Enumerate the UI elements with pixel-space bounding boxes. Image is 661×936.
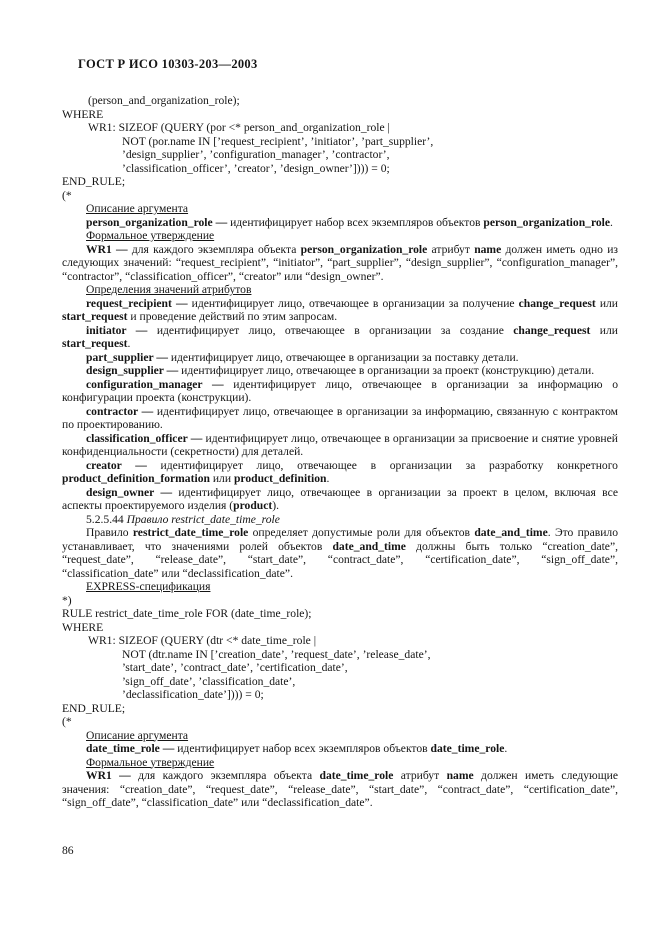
term-bold: contractor — (86, 404, 154, 418)
term-bold: person_organization_role (483, 215, 611, 229)
term-bold: start_request (62, 310, 128, 323)
express-code-line: ’design_supplier’, ’configuration_manager’, ’contractor’, (122, 148, 390, 161)
express-code-line: (* (62, 715, 72, 728)
text-run: или (590, 323, 618, 337)
express-code-line: WR1: SIZEOF (QUERY (por <* person_and_organization_role | (88, 121, 390, 134)
subheading-label: Описание аргумента (86, 728, 189, 742)
text-run: . (504, 742, 508, 755)
text-run: идентифицирует лицо, отвечающее в организации за проект в целом, включая все аспекты проектируемого изделия ( (62, 485, 618, 512)
express-code-line: ’declassification_date’]))) = 0; (122, 688, 264, 701)
text-run: идентифицирует набор всех экземпляров объектов (174, 742, 431, 755)
subheading (62, 202, 618, 216)
term-bold: product (233, 499, 273, 512)
text-run: должен иметь одно из следующих значений: “request_recipient”, “initiator”, “part_supplier”, “design_supplier”, “configuration_manager”, “contractor”, “classification_officer”, “creator” или “design_owner”. (62, 242, 618, 283)
paragraph (62, 297, 618, 324)
subheading-label: Формальное утверждение (86, 755, 215, 769)
paragraph (62, 324, 618, 351)
term-bold: configuration_manager — (86, 377, 224, 391)
express-code-line: WHERE (62, 620, 104, 634)
paragraph (62, 351, 618, 365)
term-bold: start_request (62, 337, 128, 350)
term-bold: date_and_time (474, 526, 548, 539)
text-run: Правило (86, 526, 133, 539)
term-bold: product_definition (233, 472, 327, 485)
express-code-line: END_RULE; (62, 175, 126, 188)
text-run: и проведение действий по этим запросам. (127, 310, 338, 323)
term-bold: WR1 — (86, 242, 128, 256)
term-bold: part_supplier — (86, 350, 168, 364)
express-code-line: WR1: SIZEOF (QUERY (dtr <* date_time_role | (88, 634, 317, 647)
text-run: . (326, 472, 330, 485)
page-number: 86 (62, 844, 74, 857)
express-code-line: RULE restrict_date_time_role FOR (date_time_role); (62, 607, 312, 620)
text-run: или (209, 472, 234, 485)
paragraph (62, 432, 618, 459)
document-header: ГОСТ Р ИСО 10303-203—2003 (78, 57, 258, 71)
paragraph (62, 216, 618, 230)
subheading (62, 729, 618, 743)
express-code-line: NOT (dtr.name IN [’creation_date’, ’request_date’, ’release_date’, (122, 647, 431, 661)
term-bold: change_request (518, 296, 596, 310)
text-run: идентифицирует лицо, отвечающее в организации за информацию, связанную с контрактом по проектированию. (62, 404, 618, 431)
subheading (62, 580, 618, 594)
express-code-line: (* (62, 188, 72, 202)
term-bold: name (446, 769, 474, 782)
express-code-line: END_RULE; (62, 701, 126, 715)
text-run: атрибут (427, 242, 475, 256)
paragraph (62, 364, 618, 378)
express-code-line: ’sign_off_date’, ’classification_date’, (122, 674, 296, 688)
term-bold: design_supplier — (86, 364, 179, 377)
subheading (62, 229, 618, 243)
text-run: . (610, 215, 613, 229)
text-run: определяет допустимые роли для объектов (248, 526, 475, 539)
express-code-line: *) (62, 593, 72, 607)
paragraph (62, 486, 618, 513)
express-code-line: ’classification_officer’, ’creator’, ’design_owner’]))) = 0; (122, 161, 390, 175)
text-run: идентифицирует лицо, отвечающее в организации за информацию о конфигурации проекта (конструкции). (62, 377, 619, 404)
express-code-line: ’start_date’, ’contract_date’, ’certification_date’, (122, 661, 348, 674)
paragraph (62, 742, 618, 756)
term-bold: restrict_date_time_role (132, 526, 249, 539)
paragraph (62, 526, 618, 580)
express-code-line: NOT (por.name IN [’request_recipient’, ’initiator’, ’part_supplier’, (122, 134, 434, 148)
paragraph (62, 405, 618, 432)
text-run: для каждого экземпляра объекта (130, 769, 320, 782)
document-body (62, 94, 618, 810)
paragraph (62, 243, 618, 284)
text-run: идентифицирует лицо, отвечающее в организации за проект (конструкцию) детали. (178, 364, 595, 377)
text-run: идентифицирует лицо, отвечающее в организации за получение (187, 296, 519, 310)
term-bold: initiator — (86, 323, 148, 337)
subheading-label: Описание аргумента (86, 202, 189, 215)
text-run: идентифицирует лицо, отвечающее в организации за присвоение и снятие уровней конфиденциальности (секретности) для деталей. (62, 431, 618, 458)
express-code-line: (person_and_organization_role); (88, 94, 240, 107)
text-run: должен иметь следующие значения: “creation_date”, “request_date”, “release_date”, “start_date”, “contract_date”, “certification_date”, “sign_off_date”, “classification_date” или “declassification_date”. (62, 769, 618, 809)
paragraph (62, 378, 618, 405)
text-run: идентифицирует лицо, отвечающее в организации за разработку конкретного (146, 458, 618, 472)
text-run: для каждого экземпляра объекта (127, 242, 301, 256)
term-bold: WR1 — (86, 769, 131, 782)
express-code-line: WHERE (62, 107, 104, 121)
term-bold: change_request (513, 323, 591, 337)
text-run: должны быть только “creation_date”, “request_date”, “release_date”, “start_date”, “contract_date”, “certification_date”, “sign_off_date”, “classification_date” или “declassification_date”. (62, 539, 618, 580)
term-bold: date_time_role (430, 742, 505, 755)
text-run: . Это правило устанавливает, что значениями ролей объектов (62, 526, 619, 553)
term-bold: creator — (86, 458, 147, 472)
text-run: . (127, 337, 131, 350)
text-run: атрибут (393, 769, 447, 782)
term-bold: date_time_role — (86, 742, 175, 755)
term-bold: design_owner — (86, 485, 173, 499)
term-bold: name (474, 242, 502, 256)
term-bold: classification_officer — (86, 431, 203, 445)
term-bold: request_recipient — (86, 296, 188, 310)
text-run: идентифицирует набор всех экземпляров объектов (227, 215, 484, 229)
term-bold: product_definition_formation (62, 472, 210, 485)
subheading-label: Формальное утверждение (86, 229, 215, 242)
text-run: идентифицирует лицо, отвечающее в организации за поставку детали. (167, 350, 519, 364)
subheading-label: Определения значений атрибутов (86, 283, 252, 296)
section-title: Правило restrict_date_time_role (126, 512, 280, 526)
subheading-label: EXPRESS-спецификация (86, 580, 211, 593)
section-heading (62, 513, 618, 527)
term-bold: person_organization_role — (86, 215, 228, 229)
text-run: идентифицирует лицо, отвечающее в организации за создание (147, 323, 514, 337)
paragraph (62, 769, 618, 810)
term-bold: date_time_role (319, 769, 394, 782)
text-run: ). (272, 499, 280, 512)
section-number: 5.2.5.44 (86, 512, 127, 526)
subheading (62, 756, 618, 770)
term-bold: date_and_time (332, 539, 406, 553)
paragraph (62, 459, 618, 486)
text-run: или (595, 296, 619, 310)
subheading (62, 283, 618, 297)
term-bold: person_organization_role (300, 242, 428, 256)
